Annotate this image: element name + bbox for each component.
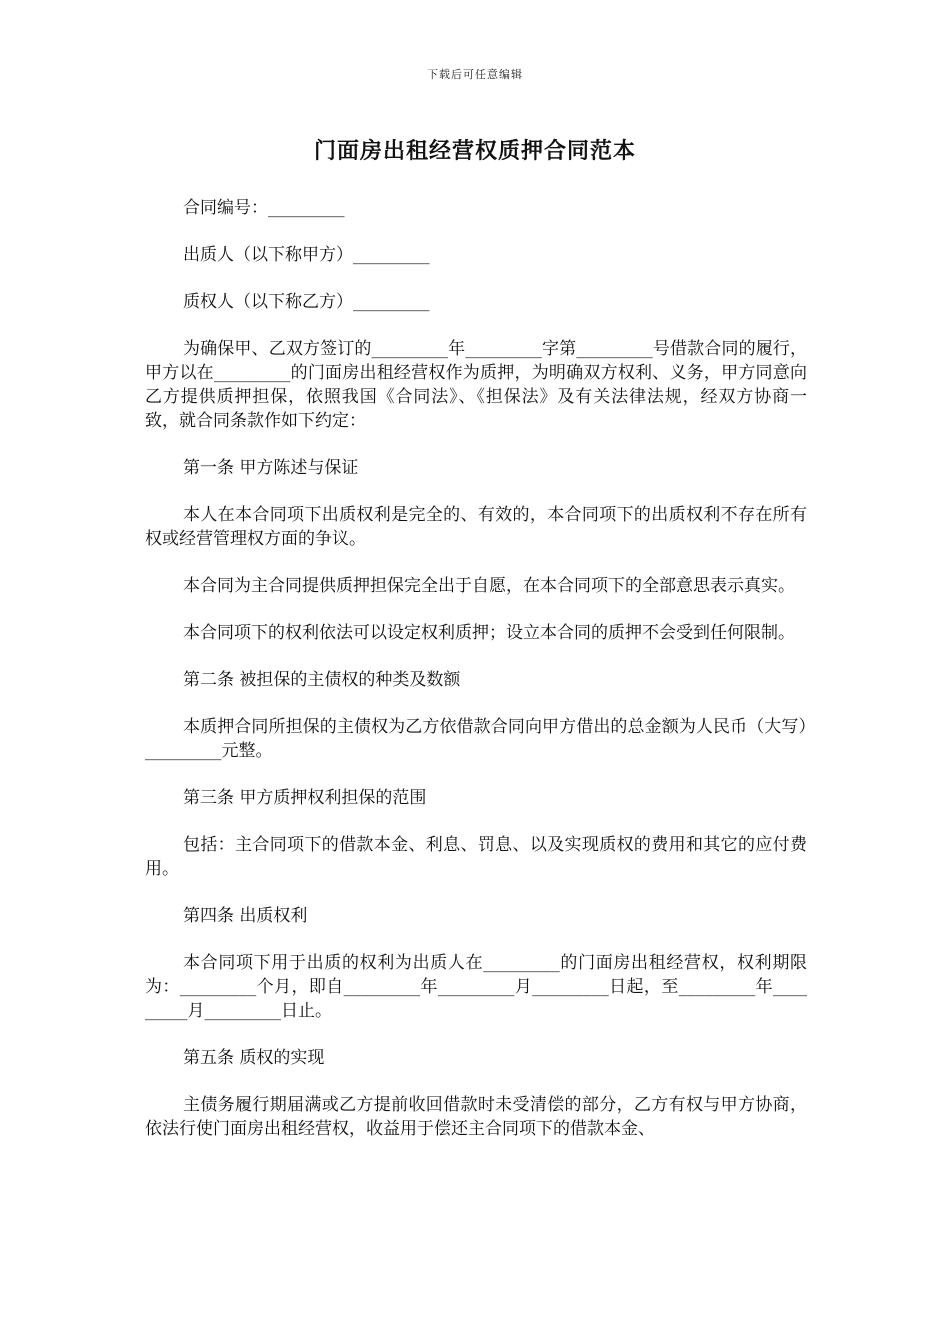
article-1-heading: 第一条 甲方陈述与保证 [183,458,359,478]
pledgor-line: 出质人（以下称甲方）_________ [183,245,430,265]
article-5-heading: 第五条 质权的实现 [183,1048,325,1068]
article-3-heading: 第三条 甲方质押权利担保的范围 [183,788,427,808]
article-2-clause: 本质押合同所担保的主债权为乙方依借款合同向甲方借出的总金额为人民币（大写）_________元整。 [145,717,807,761]
article-2-heading: 第二条 被担保的主债权的种类及数额 [183,670,461,690]
article-4-heading: 第四条 出质权利 [183,906,308,926]
pledgee-line: 质权人（以下称乙方）_________ [183,292,430,312]
contract-number-line: 合同编号：_________ [183,198,345,218]
article-3-clause: 包括：主合同项下的借款本金、利息、罚息、以及实现质权的费用和其它的应付费用。 [145,835,807,879]
article-1-clause-1: 本人在本合同项下出质权利是完全的、有效的，本合同项下的出质权利不存在所有权或经营管理权方面的争议。 [145,505,807,549]
document-title: 门面房出租经营权质押合同范本 [313,138,636,164]
document-body [145,196,807,1164]
header-note: 下载后可任意编辑 [427,68,523,81]
preamble-paragraph: 为确保甲、乙双方签订的_________年_________字第_________号借款合同的履行，甲方以在_________的门面房出租经营权作为质押，为明确双方权利、义务，甲方同意向乙方提供质押担保，依照我国《合同法》、《担保法》及有关法律法规，经双方协商一致，就合同条款作如下约定： [145,339,807,431]
article-1-clause-2: 本合同为主合同提供质押担保完全出于自愿，在本合同项下的全部意思表示真实。 [183,576,795,596]
article-4-clause: 本合同项下用于出质的权利为出质人在_________的门面房出租经营权，权利期限为：_________个月，即自_________年_________月_________日起，至_________年_________月_________日止。 [145,953,807,1021]
article-5-clause: 主债务履行期届满或乙方提前收回借款时未受清偿的部分，乙方有权与甲方协商，依法行使门面房出租经营权，收益用于偿还主合同项下的借款本金、 [145,1095,807,1139]
article-1-clause-3: 本合同项下的权利依法可以设定权利质押；设立本合同的质押不会受到任何限制。 [183,623,795,643]
